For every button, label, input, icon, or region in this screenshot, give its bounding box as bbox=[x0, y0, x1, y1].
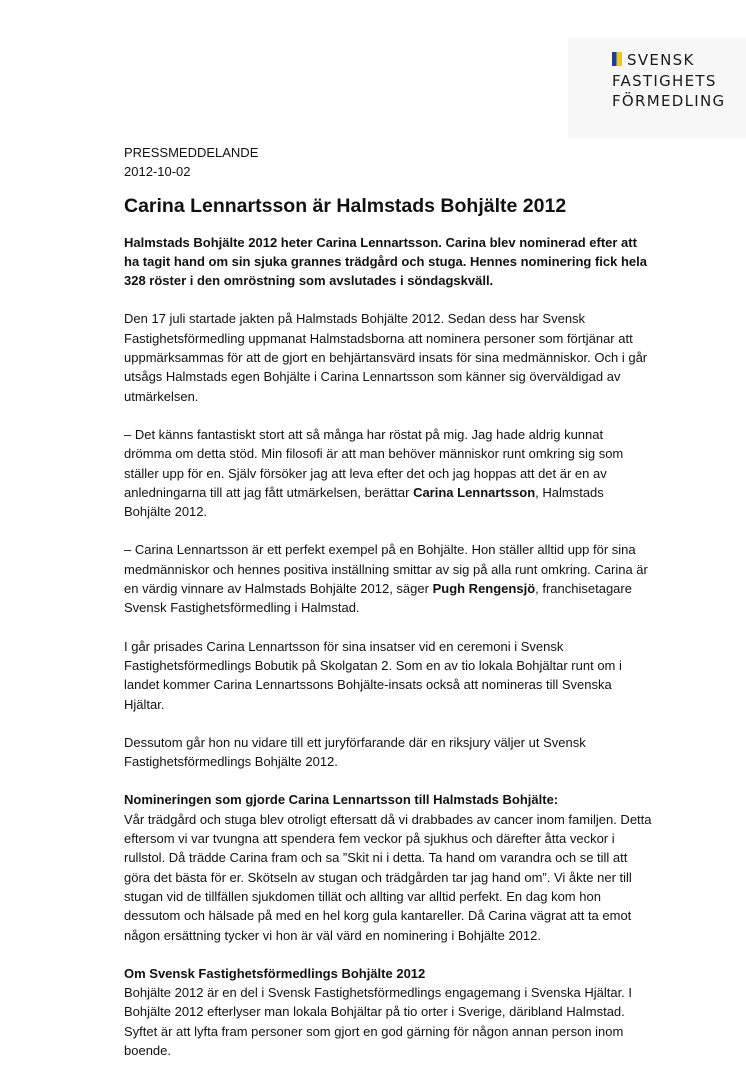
quoted-person-name: Carina Lennartsson bbox=[413, 484, 536, 500]
press-release bbox=[124, 143, 654, 1079]
paragraph-4: I går prisades Carina Lennartsson för sina insatser vid en ceremoni i Svensk Fastighetsförmedlings Bobutik på Skolgatan 2. Som en av tio lokala Bohjältar runt om i landet kommer Carina Lennartssons Bohjälte-insats också att nomineras till Svenska Hjältar. bbox=[124, 638, 622, 712]
quote-attribution: , franchisetagare Svensk Fastighetsförmedling i Halmstad. bbox=[124, 581, 632, 616]
logo-word-formedling: FÖRMEDLING bbox=[612, 92, 726, 110]
logo-word-fastighets: FASTIGHETS bbox=[612, 71, 717, 90]
logo-line-1 bbox=[612, 50, 732, 71]
paragraph-2 bbox=[124, 425, 654, 521]
paragraph-1: Den 17 juli startade jakten på Halmstads Bohjälte 2012. Sedan dess har Svensk Fastighetsförmedling uppmanat Halmstadsborna att nominera personer som förtjänar att uppmärksammas för att de gjort en behjärtansvärd insats för sina medmänniskor. Och i går utsågs Halmstads egen Bohjälte i Carina Lennartsson som känner sig överväldigad av utmärkelsen. bbox=[124, 311, 648, 404]
paragraph-3 bbox=[124, 540, 654, 617]
release-date: 2012-10-02 bbox=[124, 164, 191, 180]
paragraph-5: Dessutom går hon nu vidare till ett juryförfarande där en riksjury väljer ut Svensk Fastighetsförmedlings Bohjälte 2012. bbox=[124, 734, 586, 770]
swedish-flag-icon bbox=[612, 52, 622, 66]
page-title: Carina Lennartsson är Halmstads Bohjälte 2012 bbox=[124, 194, 567, 217]
nomination-section bbox=[124, 790, 654, 944]
lead-paragraph: Halmstads Bohjälte 2012 heter Carina Lennartsson. Carina blev nominerad efter att ha tagit hand om sin sjuka grannes trädgård och stuga. Hennes nominering fick hela 328 röster i den omröstning som avslutades i söndagskväll. bbox=[124, 234, 647, 289]
quote-text: – Det känns fantastiskt stort att så många har röstat på mig. Jag hade aldrig kunnat drömma om detta stöd. Min filosofi är att man behöver människor runt omkring sig som ställer upp för en. Själv försöker jag att leva efter det och jag hoppas att det är en av anledningarna till att jag fått utmärkelsen, berättar bbox=[124, 426, 624, 500]
nomination-text: Vår trädgård och stuga blev otroligt eftersatt då vi drabbades av cancer inom familjen. Detta eftersom vi var tvungna att spendera fem veckor på sjukhus och därefter åtta veckor i rullstol. Då trädde Carina fram och sa ”Skit ni i detta. Ta hand om varandra och se till att göra det bästa för er. Skötseln av stugan och trädgården tar jag hand om”. Vi åkte ner till stugan vid de tillfällen sjukdomen tillät och allting var alltid perfekt. En dag kom hon dessutom och hälsade på med en hel korg gula kantareller. Då Carina vägrat att ta emot någon ersättning tycker vi hon är väl värd en nominering i Bohjälte 2012. bbox=[124, 811, 652, 943]
about-text: Bohjälte 2012 är en del i Svensk Fastighetsförmedlings engagemang i Svenska Hjältar. I Bohjälte 2012 efterlyser man lokala Bohjältar på tio orter i Sverige, däribland Halmstad. Syftet är att lyfta fram personer som gjort en god gärning för någon annan person inom boende. bbox=[124, 985, 633, 1058]
quoted-person-name: Pugh Rengensjö bbox=[432, 581, 536, 597]
quote-text: – Carina Lennartsson är ett perfekt exempel på en Bohjälte. Hon ställer alltid upp för sina medmänniskor och hennes positiva inställning smittar av sig på alla runt omkring. Carina är en värdig vinnare av Halmstads Bohjälte 2012, säger bbox=[124, 542, 648, 597]
document-type: PRESSMEDDELANDE bbox=[124, 145, 259, 160]
logo-word-svensk: SVENSK bbox=[627, 51, 695, 69]
company-logo bbox=[612, 50, 732, 112]
about-section bbox=[124, 964, 654, 1060]
nomination-heading: Nomineringen som gjorde Carina Lennartsson till Halmstads Bohjälte: bbox=[124, 792, 559, 808]
quote-attribution: , Halmstads Bohjälte 2012. bbox=[124, 484, 604, 520]
about-heading: Om Svensk Fastighetsförmedlings Bohjälte 2012 bbox=[124, 965, 426, 981]
